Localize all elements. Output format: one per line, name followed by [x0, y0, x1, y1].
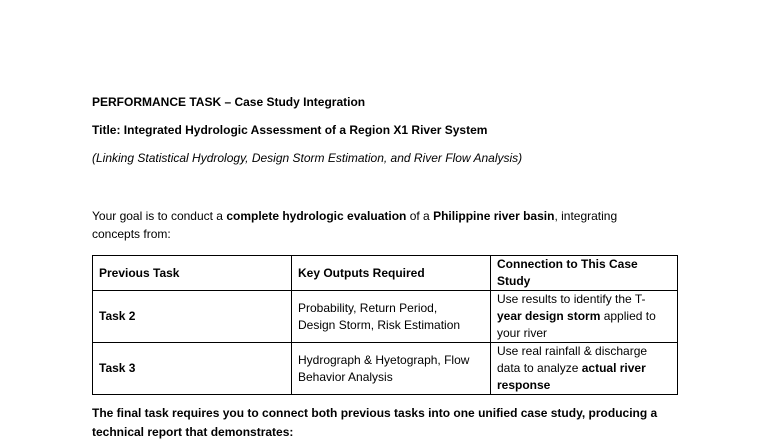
intro-text-1: Your goal is to conduct a — [92, 209, 227, 223]
connection-cell — [491, 291, 678, 343]
document-heading: PERFORMANCE TASK – Case Study Integration — [92, 95, 366, 109]
connection-line: Use results to identify the T- — [497, 292, 646, 306]
task-cell: Task 2 — [93, 291, 292, 343]
connection-line — [497, 360, 671, 377]
connection-cell — [491, 343, 678, 395]
outputs-line: Design Storm, Risk Estimation — [298, 317, 461, 332]
intro-emphasis-2: Philippine river basin — [433, 209, 555, 223]
header-connection: Connection to This Case Study — [491, 256, 678, 291]
connection-line: response — [497, 378, 551, 392]
outputs-cell — [292, 343, 491, 395]
connection-emphasis: actual river — [581, 361, 646, 375]
task-table — [92, 255, 678, 395]
outputs-line: Behavior Analysis — [298, 369, 393, 384]
connection-emphasis: year design storm — [497, 309, 601, 323]
final-paragraph-line1: The final task requires you to connect both previous tasks into one unified case study, producing a — [92, 406, 658, 420]
task-cell: Task 3 — [93, 343, 292, 395]
connection-line: your river — [497, 326, 548, 340]
table-row — [93, 291, 678, 343]
intro-text-2: of a — [406, 209, 434, 223]
intro-text-3: , integrating — [554, 209, 618, 223]
connection-line: Use real rainfall & discharge — [497, 344, 648, 358]
outputs-line: Hydrograph & Hyetograph, Flow — [298, 352, 470, 367]
connection-line — [497, 308, 671, 325]
outputs-cell — [292, 291, 491, 343]
intro-paragraph-line2: concepts from: — [92, 227, 171, 241]
table-row — [93, 343, 678, 395]
document-title: Title: Integrated Hydrologic Assessment of a Region X1 River System — [92, 123, 488, 137]
final-paragraph-line2: technical report that demonstrates: — [92, 425, 294, 439]
connection-text: data to analyze — [497, 361, 582, 375]
outputs-line: Probability, Return Period, — [298, 300, 438, 315]
intro-paragraph-line1 — [92, 208, 617, 224]
header-previous-task: Previous Task — [93, 256, 292, 291]
document-subtitle: (Linking Statistical Hydrology, Design Storm Estimation, and River Flow Analysis) — [92, 151, 523, 165]
connection-text: applied to — [600, 309, 656, 323]
table-header-row — [93, 256, 678, 291]
header-key-outputs: Key Outputs Required — [292, 256, 491, 291]
intro-emphasis-1: complete hydrologic evaluation — [226, 209, 407, 223]
